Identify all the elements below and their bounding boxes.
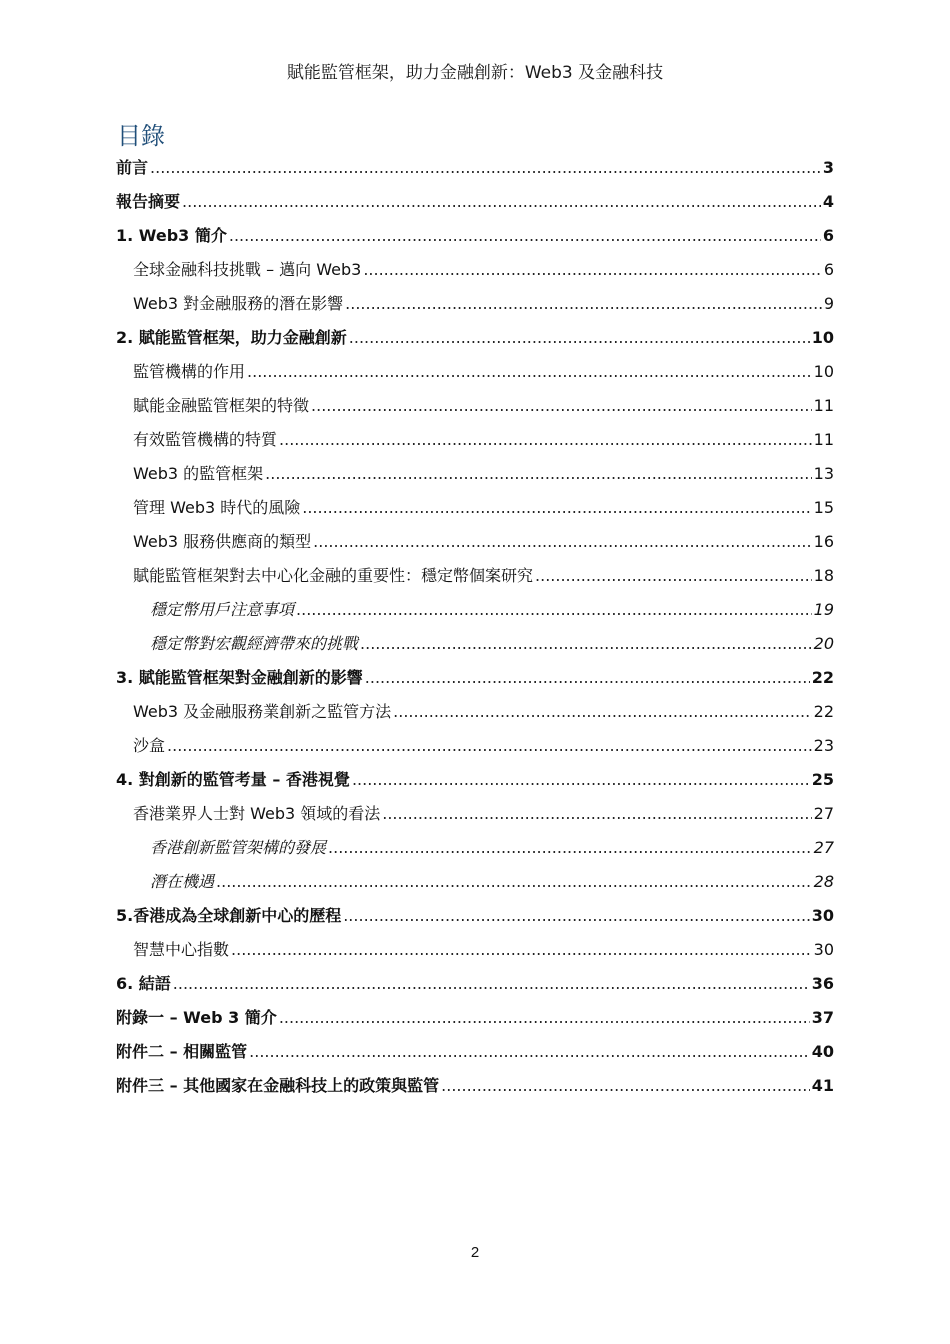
- toc-entry[interactable]: [116, 661, 834, 695]
- toc-entry[interactable]: [116, 627, 834, 661]
- toc-entry-page: 22: [811, 668, 834, 687]
- toc-entry[interactable]: [116, 1035, 834, 1069]
- toc-entry-page: 30: [813, 940, 834, 959]
- toc-entry-page: 19: [813, 600, 834, 619]
- toc-entry-label: 附件三 – 其他國家在金融科技上的政策與監管: [116, 1076, 440, 1095]
- toc-entry-label: 1. Web3 簡介: [116, 226, 227, 245]
- toc-dot-leader: [535, 559, 812, 593]
- toc-entry-page: 28: [813, 872, 834, 891]
- toc-entry[interactable]: [116, 287, 834, 321]
- toc-entry-page: 25: [811, 770, 834, 789]
- toc-entry[interactable]: [116, 899, 834, 933]
- toc-entry-page: 10: [813, 362, 834, 381]
- toc-entry-page: 10: [811, 328, 834, 347]
- toc-entry-label: 有效監管機構的特質: [133, 430, 278, 449]
- toc-entry-label: 穩定幣對宏觀經濟帶來的挑戰: [150, 634, 359, 653]
- toc-entry-page: 27: [813, 804, 834, 823]
- toc-entry[interactable]: [116, 695, 834, 729]
- toc-entry-label: 4. 對創新的監管考量 – 香港視覺: [116, 770, 350, 789]
- toc-dot-leader: [247, 355, 812, 389]
- toc-entry[interactable]: [116, 457, 834, 491]
- toc-entry-page: 15: [813, 498, 834, 517]
- toc-entry-label: 沙盒: [133, 736, 166, 755]
- toc-dot-leader: [393, 695, 811, 729]
- toc-entry-label: 香港業界人士對 Web3 領域的看法: [133, 804, 381, 823]
- toc-entry[interactable]: [116, 491, 834, 525]
- toc-entry[interactable]: [116, 865, 834, 899]
- toc-dot-leader: [343, 899, 810, 933]
- toc-entry-label: 3. 賦能監管框架對金融創新的影響: [116, 668, 363, 687]
- toc-entry-page: 11: [813, 430, 834, 449]
- toc-dot-leader: [365, 661, 810, 695]
- toc-entry-page: 41: [811, 1076, 834, 1095]
- toc-entry[interactable]: [116, 729, 834, 763]
- toc-dot-leader: [382, 797, 811, 831]
- running-header: 賦能監管框架，助力金融創新：Web3 及金融科技: [286, 63, 664, 83]
- toc-entry-page: 30: [811, 906, 834, 925]
- toc-entry-label: 賦能金融監管框架的特徵: [133, 396, 310, 415]
- toc-entry[interactable]: [116, 593, 834, 627]
- toc-dot-leader: [216, 865, 812, 899]
- toc-entry-page: 9: [823, 294, 834, 313]
- toc-dot-leader: [150, 151, 821, 185]
- toc-dot-leader: [182, 185, 821, 219]
- toc-entry[interactable]: [116, 219, 834, 253]
- toc-dot-leader: [302, 491, 811, 525]
- toc-entry-label: Web3 服務供應商的類型: [133, 532, 312, 551]
- toc-entry-label: 附錄一 – Web 3 簡介: [116, 1008, 277, 1027]
- toc-entry-label: 監管機構的作用: [133, 362, 246, 381]
- toc-entry[interactable]: [116, 151, 834, 185]
- toc-dot-leader: [345, 287, 822, 321]
- toc-dot-leader: [167, 729, 812, 763]
- toc-entry-label: 5.香港成為全球創新中心的歷程: [116, 906, 342, 925]
- toc-entry[interactable]: [116, 763, 834, 797]
- toc-entry[interactable]: [116, 253, 834, 287]
- toc-entry-label: 智慧中心指數: [133, 940, 230, 959]
- toc-entry-label: 前言: [116, 158, 149, 177]
- toc-dot-leader: [352, 763, 810, 797]
- toc-dot-leader: [349, 321, 810, 355]
- toc-dot-leader: [360, 627, 812, 661]
- toc-entry-label: 2. 賦能監管框架，助力金融創新: [116, 328, 347, 347]
- toc-entry[interactable]: [116, 1069, 834, 1103]
- toc-entry-label: 附件二 – 相關監管: [116, 1042, 248, 1061]
- toc-entry[interactable]: [116, 797, 834, 831]
- toc-entry-label: 6. 結語: [116, 974, 171, 993]
- toc-title: 目錄: [117, 122, 165, 150]
- toc-entry-page: 6: [822, 226, 834, 245]
- toc-dot-leader: [231, 933, 812, 967]
- toc-entry-label: 穩定幣用戶注意事項: [150, 600, 295, 619]
- toc-entry-page: 37: [811, 1008, 834, 1027]
- toc-entry-page: 16: [813, 532, 834, 551]
- toc-entry-label: 管理 Web3 時代的風險: [133, 498, 301, 517]
- toc-dot-leader: [363, 253, 821, 287]
- toc-entry[interactable]: [116, 933, 834, 967]
- toc-entry[interactable]: [116, 559, 834, 593]
- toc-entry-page: 36: [811, 974, 834, 993]
- toc-entry-page: 3: [822, 158, 834, 177]
- toc-dot-leader: [328, 831, 812, 865]
- toc-entry[interactable]: [116, 355, 834, 389]
- toc-entry-page: 27: [813, 838, 834, 857]
- toc-entry-page: 40: [811, 1042, 834, 1061]
- toc-entry-page: 18: [813, 566, 834, 585]
- table-of-contents: [116, 151, 834, 1103]
- toc-entry-page: 20: [813, 634, 834, 653]
- toc-entry-label: 全球金融科技挑戰 – 邁向 Web3: [133, 260, 362, 279]
- toc-dot-leader: [279, 1001, 810, 1035]
- toc-entry-page: 6: [823, 260, 834, 279]
- toc-entry[interactable]: [116, 831, 834, 865]
- toc-entry-page: 4: [822, 192, 834, 211]
- toc-dot-leader: [311, 389, 812, 423]
- toc-entry[interactable]: [116, 423, 834, 457]
- toc-entry-label: 報告摘要: [116, 192, 181, 211]
- toc-entry-page: 22: [813, 702, 834, 721]
- toc-dot-leader: [441, 1069, 810, 1103]
- toc-entry-page: 11: [813, 396, 834, 415]
- toc-entry[interactable]: [116, 321, 834, 355]
- toc-dot-leader: [249, 1035, 810, 1069]
- toc-dot-leader: [279, 423, 812, 457]
- toc-entry-page: 23: [813, 736, 834, 755]
- toc-dot-leader: [296, 593, 812, 627]
- toc-dot-leader: [265, 457, 811, 491]
- toc-entry-label: 香港創新監管架構的發展: [150, 838, 327, 857]
- page-number: 2: [470, 1244, 480, 1261]
- toc-entry-label: Web3 的監管框架: [133, 464, 264, 483]
- toc-entry[interactable]: [116, 967, 834, 1001]
- toc-dot-leader: [229, 219, 821, 253]
- toc-entry[interactable]: [116, 1001, 834, 1035]
- toc-entry[interactable]: [116, 389, 834, 423]
- toc-dot-leader: [313, 525, 811, 559]
- toc-entry-label: Web3 對金融服務的潛在影響: [133, 294, 344, 313]
- toc-entry[interactable]: [116, 525, 834, 559]
- toc-entry-page: 13: [813, 464, 834, 483]
- toc-dot-leader: [173, 967, 810, 1001]
- toc-entry[interactable]: [116, 185, 834, 219]
- toc-entry-label: 潛在機遇: [150, 872, 215, 891]
- toc-entry-label: Web3 及金融服務業創新之監管方法: [133, 702, 392, 721]
- toc-entry-label: 賦能監管框架對去中心化金融的重要性：穩定幣個案研究: [133, 566, 534, 585]
